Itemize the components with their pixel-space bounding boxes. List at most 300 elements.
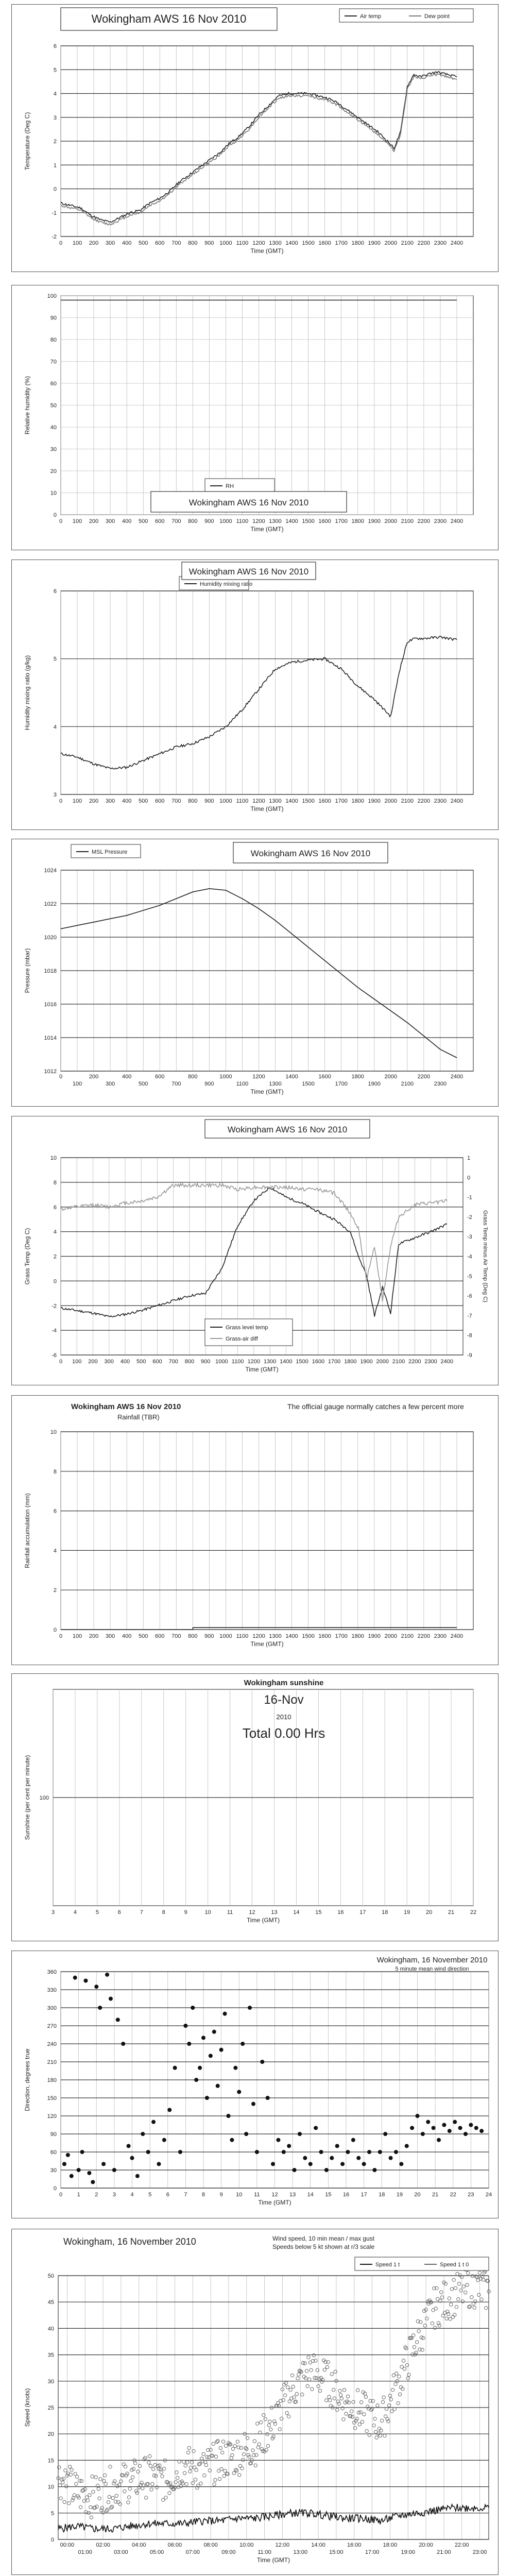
data-point bbox=[241, 2042, 245, 2046]
x-tick-label: 12 bbox=[249, 1909, 255, 1916]
data-point bbox=[276, 2138, 280, 2142]
x-tick-label: 500 bbox=[139, 1081, 148, 1087]
x-axis-label: Time (GMT) bbox=[245, 1366, 279, 1373]
x-tick-label: 8 bbox=[201, 2192, 205, 2198]
data-point bbox=[394, 2150, 398, 2154]
data-point bbox=[389, 2156, 393, 2160]
x-tick-label: 16:00 bbox=[347, 2542, 362, 2548]
chart-title: Wokingham AWS 16 Nov 2010 bbox=[71, 1402, 181, 1411]
x-tick-label: 0 bbox=[59, 798, 63, 804]
x-tick-label: 1100 bbox=[231, 1359, 244, 1365]
y-axis-label: Humidity mixing ratio (g/kg) bbox=[24, 655, 31, 731]
x-axis-label: Time (GMT) bbox=[250, 1088, 284, 1095]
data-point bbox=[367, 2150, 371, 2154]
x-tick-label: 1700 bbox=[335, 240, 348, 246]
chart-svg-2 bbox=[12, 285, 497, 549]
x-tick-label: 500 bbox=[139, 518, 148, 524]
y-tick-label: 60 bbox=[50, 381, 57, 387]
x-tick-label: 1100 bbox=[236, 1633, 249, 1639]
x-tick-label: 200 bbox=[89, 240, 99, 246]
data-point bbox=[127, 2144, 131, 2148]
x-tick-label: 600 bbox=[155, 518, 165, 524]
x-tick-label: 8 bbox=[162, 1909, 165, 1916]
x-tick-label: 03:00 bbox=[114, 2549, 128, 2555]
x-tick-label: 100 bbox=[72, 1359, 82, 1365]
x-tick-label: 900 bbox=[200, 1359, 211, 1365]
x-tick-label: 0 bbox=[59, 518, 63, 524]
y-tick-label: 5 bbox=[53, 656, 57, 663]
x-tick-label: 800 bbox=[188, 518, 198, 524]
x-tick-label: 1200 bbox=[252, 798, 265, 804]
x-tick-label: 11:00 bbox=[258, 2549, 271, 2555]
y-tick-label: 35 bbox=[47, 2352, 54, 2359]
x-tick-label: 1900 bbox=[368, 798, 381, 804]
data-point bbox=[98, 2006, 102, 2010]
x-tick-label: 22:00 bbox=[454, 2542, 469, 2548]
x-tick-label: 100 bbox=[72, 1081, 82, 1087]
x-tick-label: 200 bbox=[89, 518, 99, 524]
x-tick-label: 04:00 bbox=[131, 2542, 146, 2548]
x-tick-label: 2300 bbox=[424, 1359, 437, 1365]
y2-tick-label: -6 bbox=[467, 1293, 472, 1300]
y-tick-label: 150 bbox=[47, 2095, 57, 2102]
x-tick-label: 2400 bbox=[440, 1359, 454, 1365]
data-point bbox=[314, 2126, 318, 2130]
x-tick-label: 17 bbox=[359, 1909, 366, 1916]
x-tick-label: 21:00 bbox=[437, 2549, 451, 2555]
y-tick-label: 1014 bbox=[44, 1035, 57, 1041]
x-tick-label: 900 bbox=[204, 1633, 214, 1639]
y-tick-label: 0 bbox=[53, 186, 57, 193]
y-tick-label: 25 bbox=[47, 2405, 54, 2411]
x-tick-label: 2000 bbox=[384, 240, 398, 246]
x-tick-label: 800 bbox=[188, 240, 198, 246]
x-tick-label: 16 bbox=[337, 1909, 344, 1916]
x-tick-label: 07:00 bbox=[185, 2549, 200, 2555]
x-tick-label: 1500 bbox=[302, 240, 315, 246]
y-tick-label: 210 bbox=[47, 2059, 57, 2065]
x-tick-label: 2400 bbox=[450, 798, 464, 804]
data-point bbox=[209, 2054, 213, 2058]
x-tick-label: 200 bbox=[89, 1633, 99, 1639]
y-axis-label: Relative humidity (%) bbox=[24, 376, 31, 435]
y-tick-label: 6 bbox=[53, 1508, 57, 1515]
data-point bbox=[109, 1997, 113, 2001]
y-tick-label: 50 bbox=[50, 402, 57, 409]
data-point bbox=[432, 2126, 436, 2130]
x-tick-label: 1700 bbox=[335, 518, 348, 524]
x-tick-label: 0 bbox=[59, 2192, 63, 2198]
data-point bbox=[293, 2168, 297, 2172]
x-tick-label: 1500 bbox=[302, 1081, 315, 1087]
data-point bbox=[410, 2126, 414, 2130]
x-tick-label: 700 bbox=[171, 1081, 181, 1087]
y-tick-label: 5 bbox=[50, 2510, 54, 2517]
x-tick-label: 1300 bbox=[263, 1359, 277, 1365]
chart-panel-3 bbox=[11, 560, 499, 830]
y-tick-label: -2 bbox=[52, 234, 57, 240]
x-tick-label: 1900 bbox=[368, 1081, 381, 1087]
x-tick-label: 6 bbox=[117, 1909, 121, 1916]
x-tick-label: 1 bbox=[77, 2192, 80, 2198]
x-tick-label: 13 bbox=[289, 2192, 296, 2198]
x-tick-label: 400 bbox=[122, 240, 132, 246]
data-point bbox=[135, 2174, 140, 2178]
data-point bbox=[421, 2132, 425, 2136]
y-tick-label: 1018 bbox=[44, 968, 57, 974]
x-tick-label: 1300 bbox=[269, 798, 282, 804]
x-tick-label: 1600 bbox=[318, 798, 331, 804]
chart-svg-3 bbox=[12, 560, 497, 829]
data-point bbox=[167, 2108, 171, 2112]
data-point bbox=[383, 2132, 387, 2136]
chart-title: Wokingham AWS 16 Nov 2010 bbox=[188, 567, 309, 577]
data-point bbox=[223, 2012, 227, 2016]
x-tick-label: 200 bbox=[89, 1074, 99, 1080]
y-tick-label: 1022 bbox=[44, 901, 57, 907]
data-point bbox=[248, 2006, 252, 2010]
y-tick-label: 8 bbox=[53, 1468, 57, 1475]
chart-svg-5 bbox=[12, 1116, 497, 1384]
data-point bbox=[80, 2150, 84, 2154]
chart-svg-1 bbox=[12, 5, 497, 271]
chart-panel-1 bbox=[11, 4, 499, 272]
x-tick-label: 2100 bbox=[392, 1359, 405, 1365]
x-tick-label: 18 bbox=[379, 2192, 385, 2198]
y-tick-label: 10 bbox=[50, 490, 57, 497]
data-point bbox=[94, 1985, 98, 1989]
x-tick-label: 800 bbox=[188, 1074, 198, 1080]
legend-box bbox=[339, 9, 473, 22]
x-tick-label: 1300 bbox=[269, 1633, 282, 1639]
x-tick-label: 02:00 bbox=[96, 2542, 110, 2548]
y-tick-label: 1012 bbox=[44, 1069, 57, 1075]
plot-area bbox=[61, 591, 473, 794]
x-tick-label: 0 bbox=[59, 1074, 63, 1080]
x-tick-label: 2400 bbox=[450, 1074, 464, 1080]
x-tick-label: 08:00 bbox=[203, 2542, 218, 2548]
data-point bbox=[244, 2132, 248, 2136]
x-tick-label: 1100 bbox=[236, 798, 249, 804]
y-tick-label: 90 bbox=[50, 2131, 57, 2138]
data-point bbox=[266, 2096, 270, 2100]
x-tick-label: 7 bbox=[184, 2192, 187, 2198]
x-tick-label: 2000 bbox=[384, 1074, 398, 1080]
chart-title: Wokingham AWS 16 Nov 2010 bbox=[91, 12, 247, 25]
x-tick-label: 19 bbox=[404, 1909, 410, 1916]
y2-tick-label: -4 bbox=[467, 1253, 472, 1260]
y-tick-label: 1016 bbox=[44, 1002, 57, 1008]
data-point bbox=[378, 2150, 382, 2154]
x-tick-label: 23 bbox=[468, 2192, 474, 2198]
x-tick-label: 1600 bbox=[318, 1633, 331, 1639]
chart-note: Speeds below 5 kt shown at r/3 scale bbox=[272, 2243, 375, 2250]
x-tick-label: 300 bbox=[105, 1633, 115, 1639]
data-point bbox=[426, 2120, 430, 2124]
data-point bbox=[448, 2129, 452, 2133]
x-tick-label: 1700 bbox=[335, 1633, 348, 1639]
y2-tick-label: -1 bbox=[467, 1194, 472, 1201]
chart-panel-5 bbox=[11, 1116, 499, 1385]
data-point bbox=[212, 2030, 216, 2034]
y-axis-label: Pressure (mbar) bbox=[24, 948, 31, 993]
y2-tick-label: -2 bbox=[467, 1214, 472, 1221]
chart-panel-9 bbox=[11, 2229, 499, 2575]
data-point bbox=[416, 2114, 420, 2118]
x-tick-label: 2200 bbox=[408, 1359, 421, 1365]
x-tick-label: 1500 bbox=[296, 1359, 308, 1365]
y-tick-label: 1024 bbox=[44, 868, 57, 874]
x-tick-label: 13:00 bbox=[293, 2549, 308, 2555]
data-point bbox=[87, 2171, 91, 2175]
x-tick-label: 1800 bbox=[351, 240, 364, 246]
chart-svg-9 bbox=[12, 2229, 497, 2574]
y-tick-label: 6 bbox=[53, 43, 57, 49]
x-tick-label: 1200 bbox=[247, 1359, 261, 1365]
y-tick-label: 360 bbox=[47, 1969, 57, 1975]
x-tick-label: 9 bbox=[219, 2192, 223, 2198]
x-tick-label: 1000 bbox=[219, 518, 232, 524]
chart-panel-4 bbox=[11, 839, 499, 1107]
x-tick-label: 1600 bbox=[318, 518, 331, 524]
y-tick-label: 4 bbox=[53, 1548, 57, 1554]
y-tick-label: 20 bbox=[50, 468, 57, 474]
data-point bbox=[83, 1979, 88, 1983]
x-tick-label: 11 bbox=[254, 2192, 260, 2198]
data-point bbox=[230, 2138, 234, 2142]
chart-panel-8 bbox=[11, 1951, 499, 2218]
x-tick-label: 600 bbox=[155, 240, 165, 246]
data-point bbox=[303, 2156, 307, 2160]
chart-title: Wokingham, 16 November 2010 bbox=[63, 2236, 196, 2247]
x-tick-label: 2200 bbox=[417, 1074, 431, 1080]
y-axis-label: Speed (knots) bbox=[24, 2388, 31, 2427]
x-axis-label: Time (GMT) bbox=[250, 526, 284, 533]
x-tick-label: 1800 bbox=[351, 798, 364, 804]
data-point bbox=[308, 2162, 313, 2166]
x-tick-label: 1300 bbox=[269, 518, 282, 524]
data-point bbox=[237, 2090, 241, 2094]
legend-entry: Speed 1 t 0 bbox=[440, 2262, 469, 2268]
x-tick-label: 20 bbox=[425, 1909, 433, 1916]
chart-svg-8 bbox=[12, 1951, 497, 2217]
y-tick-label: 5 bbox=[53, 67, 57, 74]
x-tick-label: 2400 bbox=[450, 518, 464, 524]
x-tick-label: 12 bbox=[271, 2192, 278, 2198]
y-tick-label: 70 bbox=[50, 359, 57, 365]
data-point bbox=[251, 2102, 255, 2106]
y-tick-label: 10 bbox=[50, 1155, 57, 1161]
y2-tick-label: -5 bbox=[467, 1273, 472, 1280]
chart-title: Wokingham AWS 16 Nov 2010 bbox=[227, 1125, 348, 1134]
x-tick-label: 500 bbox=[136, 1359, 146, 1365]
y-tick-label: 3 bbox=[53, 114, 57, 121]
y-tick-label: 330 bbox=[47, 1987, 57, 1993]
y2-tick-label: 0 bbox=[467, 1175, 471, 1181]
y2-axis-label: Grass Temp minus Air Temp (Deg C) bbox=[482, 1210, 488, 1302]
x-tick-label: 1700 bbox=[335, 1081, 348, 1087]
x-tick-label: 600 bbox=[155, 1633, 165, 1639]
x-tick-label: 2 bbox=[95, 2192, 98, 2198]
x-tick-label: 12:00 bbox=[275, 2542, 290, 2548]
y-tick-label: 2 bbox=[53, 1587, 57, 1594]
x-tick-label: 15:00 bbox=[329, 2549, 344, 2555]
y-tick-label: 30 bbox=[47, 2378, 54, 2385]
y-tick-label: -6 bbox=[52, 1352, 57, 1359]
x-tick-label: 2400 bbox=[450, 240, 464, 246]
x-tick-label: 19:00 bbox=[401, 2549, 416, 2555]
data-point bbox=[474, 2126, 478, 2130]
x-tick-label: 17:00 bbox=[365, 2549, 380, 2555]
chart-panel-2 bbox=[11, 285, 499, 550]
x-tick-label: 14 bbox=[307, 2192, 314, 2198]
x-tick-label: 10 bbox=[204, 1909, 211, 1916]
legend-entry: MSL Pressure bbox=[92, 849, 128, 855]
y-axis-label: Grass Temp (Deg C) bbox=[24, 1228, 31, 1285]
x-tick-label: 2300 bbox=[434, 798, 447, 804]
x-tick-label: 1100 bbox=[236, 1081, 249, 1087]
data-point bbox=[121, 2042, 125, 2046]
x-tick-label: 0 bbox=[59, 1633, 63, 1639]
y-tick-label: -4 bbox=[52, 1328, 57, 1334]
plot-area bbox=[61, 1432, 473, 1630]
x-tick-label: 100 bbox=[72, 518, 82, 524]
x-tick-label: 700 bbox=[168, 1359, 178, 1365]
x-tick-label: 05:00 bbox=[149, 2549, 164, 2555]
x-tick-label: 4 bbox=[73, 1909, 77, 1916]
x-tick-label: 1700 bbox=[335, 798, 348, 804]
x-tick-label: 1900 bbox=[368, 240, 381, 246]
chart-subtitle: Wind speed, 10 min mean / max gust bbox=[272, 2235, 375, 2242]
x-tick-label: 1000 bbox=[215, 1359, 228, 1365]
chart-panel-6 bbox=[11, 1395, 499, 1665]
y-axis-label: Temperature (Deg C) bbox=[24, 112, 31, 171]
data-point bbox=[194, 2078, 198, 2082]
data-point bbox=[351, 2138, 355, 2142]
x-tick-label: 200 bbox=[88, 1359, 98, 1365]
x-tick-label: 100 bbox=[72, 1633, 82, 1639]
x-tick-label: 1400 bbox=[285, 518, 298, 524]
data-point bbox=[442, 2123, 446, 2127]
x-tick-label: 1800 bbox=[351, 1633, 364, 1639]
x-tick-label: 300 bbox=[105, 1081, 115, 1087]
x-tick-label: 1900 bbox=[368, 1633, 381, 1639]
legend-entry: RH bbox=[226, 483, 234, 489]
data-point bbox=[479, 2129, 484, 2133]
data-point bbox=[162, 2138, 166, 2142]
data-point bbox=[187, 2042, 191, 2046]
data-point bbox=[91, 2180, 95, 2184]
data-point bbox=[464, 2132, 468, 2136]
x-tick-label: 100 bbox=[72, 798, 82, 804]
x-tick-label: 2000 bbox=[384, 1633, 398, 1639]
y-tick-label: 4 bbox=[53, 724, 57, 731]
legend-entry: Speed 1 t bbox=[375, 2262, 400, 2268]
x-tick-label: 2000 bbox=[376, 1359, 389, 1365]
data-point bbox=[116, 2018, 120, 2022]
x-tick-label: 7 bbox=[140, 1909, 143, 1916]
y-tick-label: 100 bbox=[39, 1795, 49, 1801]
data-point bbox=[216, 2084, 220, 2088]
x-axis-label: Time (GMT) bbox=[250, 805, 284, 812]
data-point bbox=[287, 2144, 291, 2148]
y-tick-label: 4 bbox=[53, 1229, 57, 1235]
x-tick-label: 2300 bbox=[434, 1633, 447, 1639]
data-point bbox=[346, 2150, 350, 2154]
data-point bbox=[356, 2156, 360, 2160]
x-tick-label: 6 bbox=[166, 2192, 169, 2198]
x-tick-label: 2000 bbox=[384, 518, 398, 524]
x-tick-label: 700 bbox=[171, 240, 181, 246]
chart-subtitle: 5 minute mean wind direction bbox=[395, 1966, 469, 1972]
x-tick-label: 20:00 bbox=[419, 2542, 433, 2548]
x-tick-label: 900 bbox=[204, 798, 214, 804]
x-tick-label: 1500 bbox=[302, 798, 315, 804]
x-tick-label: 2100 bbox=[401, 798, 414, 804]
x-tick-label: 14:00 bbox=[311, 2542, 325, 2548]
y-tick-label: 2 bbox=[53, 139, 57, 145]
y-tick-label: 80 bbox=[50, 337, 57, 343]
chart-svg-6 bbox=[12, 1396, 497, 1664]
y-tick-label: 4 bbox=[53, 91, 57, 97]
x-tick-label: 18 bbox=[382, 1909, 388, 1916]
x-tick-label: 1500 bbox=[302, 518, 315, 524]
y-tick-label: 1 bbox=[53, 162, 57, 169]
data-point bbox=[205, 2096, 209, 2100]
data-point bbox=[399, 2162, 403, 2166]
y-tick-label: 15 bbox=[47, 2458, 54, 2464]
data-point bbox=[62, 2162, 66, 2166]
x-tick-label: 1400 bbox=[280, 1359, 293, 1365]
y-tick-label: 0 bbox=[53, 1627, 57, 1633]
y-tick-label: 0 bbox=[50, 2537, 54, 2543]
x-tick-label: 1000 bbox=[219, 798, 232, 804]
gust-point bbox=[478, 2271, 481, 2274]
y2-tick-label: -3 bbox=[467, 1234, 472, 1241]
x-tick-label: 700 bbox=[171, 1633, 181, 1639]
x-tick-label: 19 bbox=[396, 2192, 403, 2198]
y-tick-label: 30 bbox=[50, 2167, 57, 2174]
x-tick-label: 2100 bbox=[401, 1081, 414, 1087]
data-point bbox=[73, 1976, 77, 1980]
x-tick-label: 2300 bbox=[434, 240, 447, 246]
data-point bbox=[340, 2162, 345, 2166]
x-tick-label: 700 bbox=[171, 798, 181, 804]
x-tick-label: 1200 bbox=[252, 518, 265, 524]
x-tick-label: 1900 bbox=[368, 518, 381, 524]
y2-tick-label: -8 bbox=[467, 1332, 472, 1339]
x-tick-label: 400 bbox=[122, 1633, 132, 1639]
y-tick-label: 270 bbox=[47, 2023, 57, 2029]
y-axis-label: Direction, degrees true bbox=[24, 2048, 31, 2111]
x-tick-label: 13 bbox=[271, 1909, 278, 1916]
x-tick-label: 1400 bbox=[285, 798, 298, 804]
y-tick-label: 50 bbox=[47, 2273, 54, 2279]
x-tick-label: 22 bbox=[470, 1909, 477, 1916]
x-tick-label: 200 bbox=[89, 798, 99, 804]
x-tick-label: 1900 bbox=[360, 1359, 373, 1365]
data-point bbox=[453, 2120, 457, 2124]
x-tick-label: 1000 bbox=[219, 1074, 232, 1080]
x-tick-label: 11 bbox=[227, 1909, 233, 1916]
y2-tick-label: -9 bbox=[467, 1352, 472, 1359]
x-tick-label: 4 bbox=[130, 2192, 134, 2198]
y-tick-label: 6 bbox=[53, 1204, 57, 1211]
x-tick-label: 400 bbox=[120, 1359, 130, 1365]
x-tick-label: 2300 bbox=[434, 518, 447, 524]
x-tick-label: 1800 bbox=[351, 1074, 364, 1080]
data-point bbox=[66, 2153, 70, 2157]
